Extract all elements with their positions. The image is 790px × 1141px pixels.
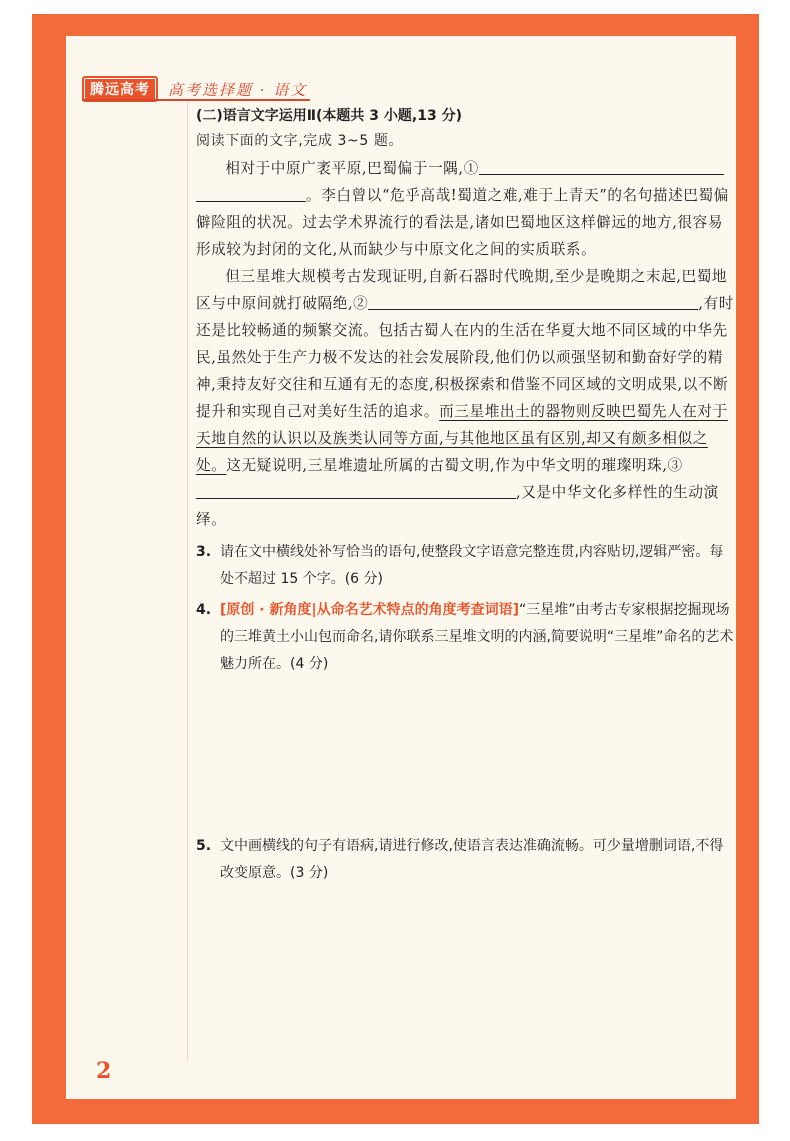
page-number: 2 <box>96 1058 112 1084</box>
section-intro: 阅读下面的文字,完成 3~5 题。 <box>196 133 404 149</box>
question-tag: [原创 · 新角度|从命名艺术特点的角度考查词语] <box>220 602 519 618</box>
answer-space-4[interactable] <box>196 678 736 833</box>
question-number: 3. <box>196 544 212 560</box>
underlined-sentence: 而三星堆出土的器物则反映巴蜀先人在对于天地自然的认识以及族类认同等方面,与其他地区虽有区别,却又有颇多相似之处。 <box>196 403 728 474</box>
answer-blank-1[interactable] <box>479 158 724 175</box>
answer-blank-2[interactable] <box>368 293 698 310</box>
passage-text: 这无疑说明,三星堆遗址所属的古蜀文明,作为中华文明的璀璨明珠,③ <box>226 457 683 474</box>
question-number: 4. <box>196 602 212 618</box>
passage-text: ,有时还是比较畅通的频繁交流。包括古蜀人在内的生活在华夏大地不同区域的中华先民,虽然处于生产力极不发达的社会发展阶段,他们仍以顽强坚韧和勤奋好学的精神,秉持友好交往和互通有无的态度,积极探索和借鉴不同区域的文明成果,以不断提升和实现自己对美好生活的追求。 <box>196 295 735 420</box>
header-title: 高考选择题 · 语文 <box>168 80 308 99</box>
passage-paragraph-1 <box>196 155 736 263</box>
answer-blank-3[interactable] <box>196 482 516 499</box>
brand-logo: 腾远高考 <box>82 76 158 102</box>
page-header <box>82 78 307 100</box>
question-4 <box>196 597 736 678</box>
answer-blank-1-cont[interactable] <box>196 185 306 202</box>
section-heading: (二)语言文字运用Ⅱ(本题共 3 小题,13 分) <box>196 108 462 124</box>
question-text: “三星堆”由考古专家根据挖掘现场的三堆黄土小山包而命名,请你联系三星堆文明的内涵,简要说明“三星堆”命名的艺术魅力所在。(4 分) <box>220 602 734 672</box>
question-5 <box>196 833 736 887</box>
header-divider <box>82 99 310 101</box>
passage-text: 相对于中原广袤平原,巴蜀偏于一隅,① <box>225 160 479 177</box>
content-area <box>196 104 736 887</box>
question-3 <box>196 539 736 593</box>
passage-text: 。李白曾以“危乎高哉!蜀道之难,难于上青天”的名句描述巴蜀偏僻险阻的状况。过去学术界流行的看法是,诸如巴蜀地区这样僻远的地方,很容易形成较为封闭的文化,从而缺少与中原文化之间的实质联系。 <box>196 187 729 258</box>
question-text: 请在文中横线处补写恰当的语句,使整段文字语意完整连贯,内容贴切,逻辑严密。每处不超过 15 个字。(6 分) <box>220 544 724 587</box>
question-text: 文中画横线的句子有语病,请进行修改,使语言表达准确流畅。可少量增删词语,不得改变原意。(3 分) <box>220 838 724 881</box>
passage-paragraph-2 <box>196 263 736 533</box>
passage-text: 但三星堆大规模考古发现证明,自新石器时代晚期,至少是晚期之末起,巴蜀地区与中原间就打破隔绝,② <box>196 268 728 312</box>
question-number: 5. <box>196 838 212 854</box>
passage-text: ,又是中华文化多样性的生动演绎。 <box>196 484 719 528</box>
margin-line <box>187 101 188 1061</box>
